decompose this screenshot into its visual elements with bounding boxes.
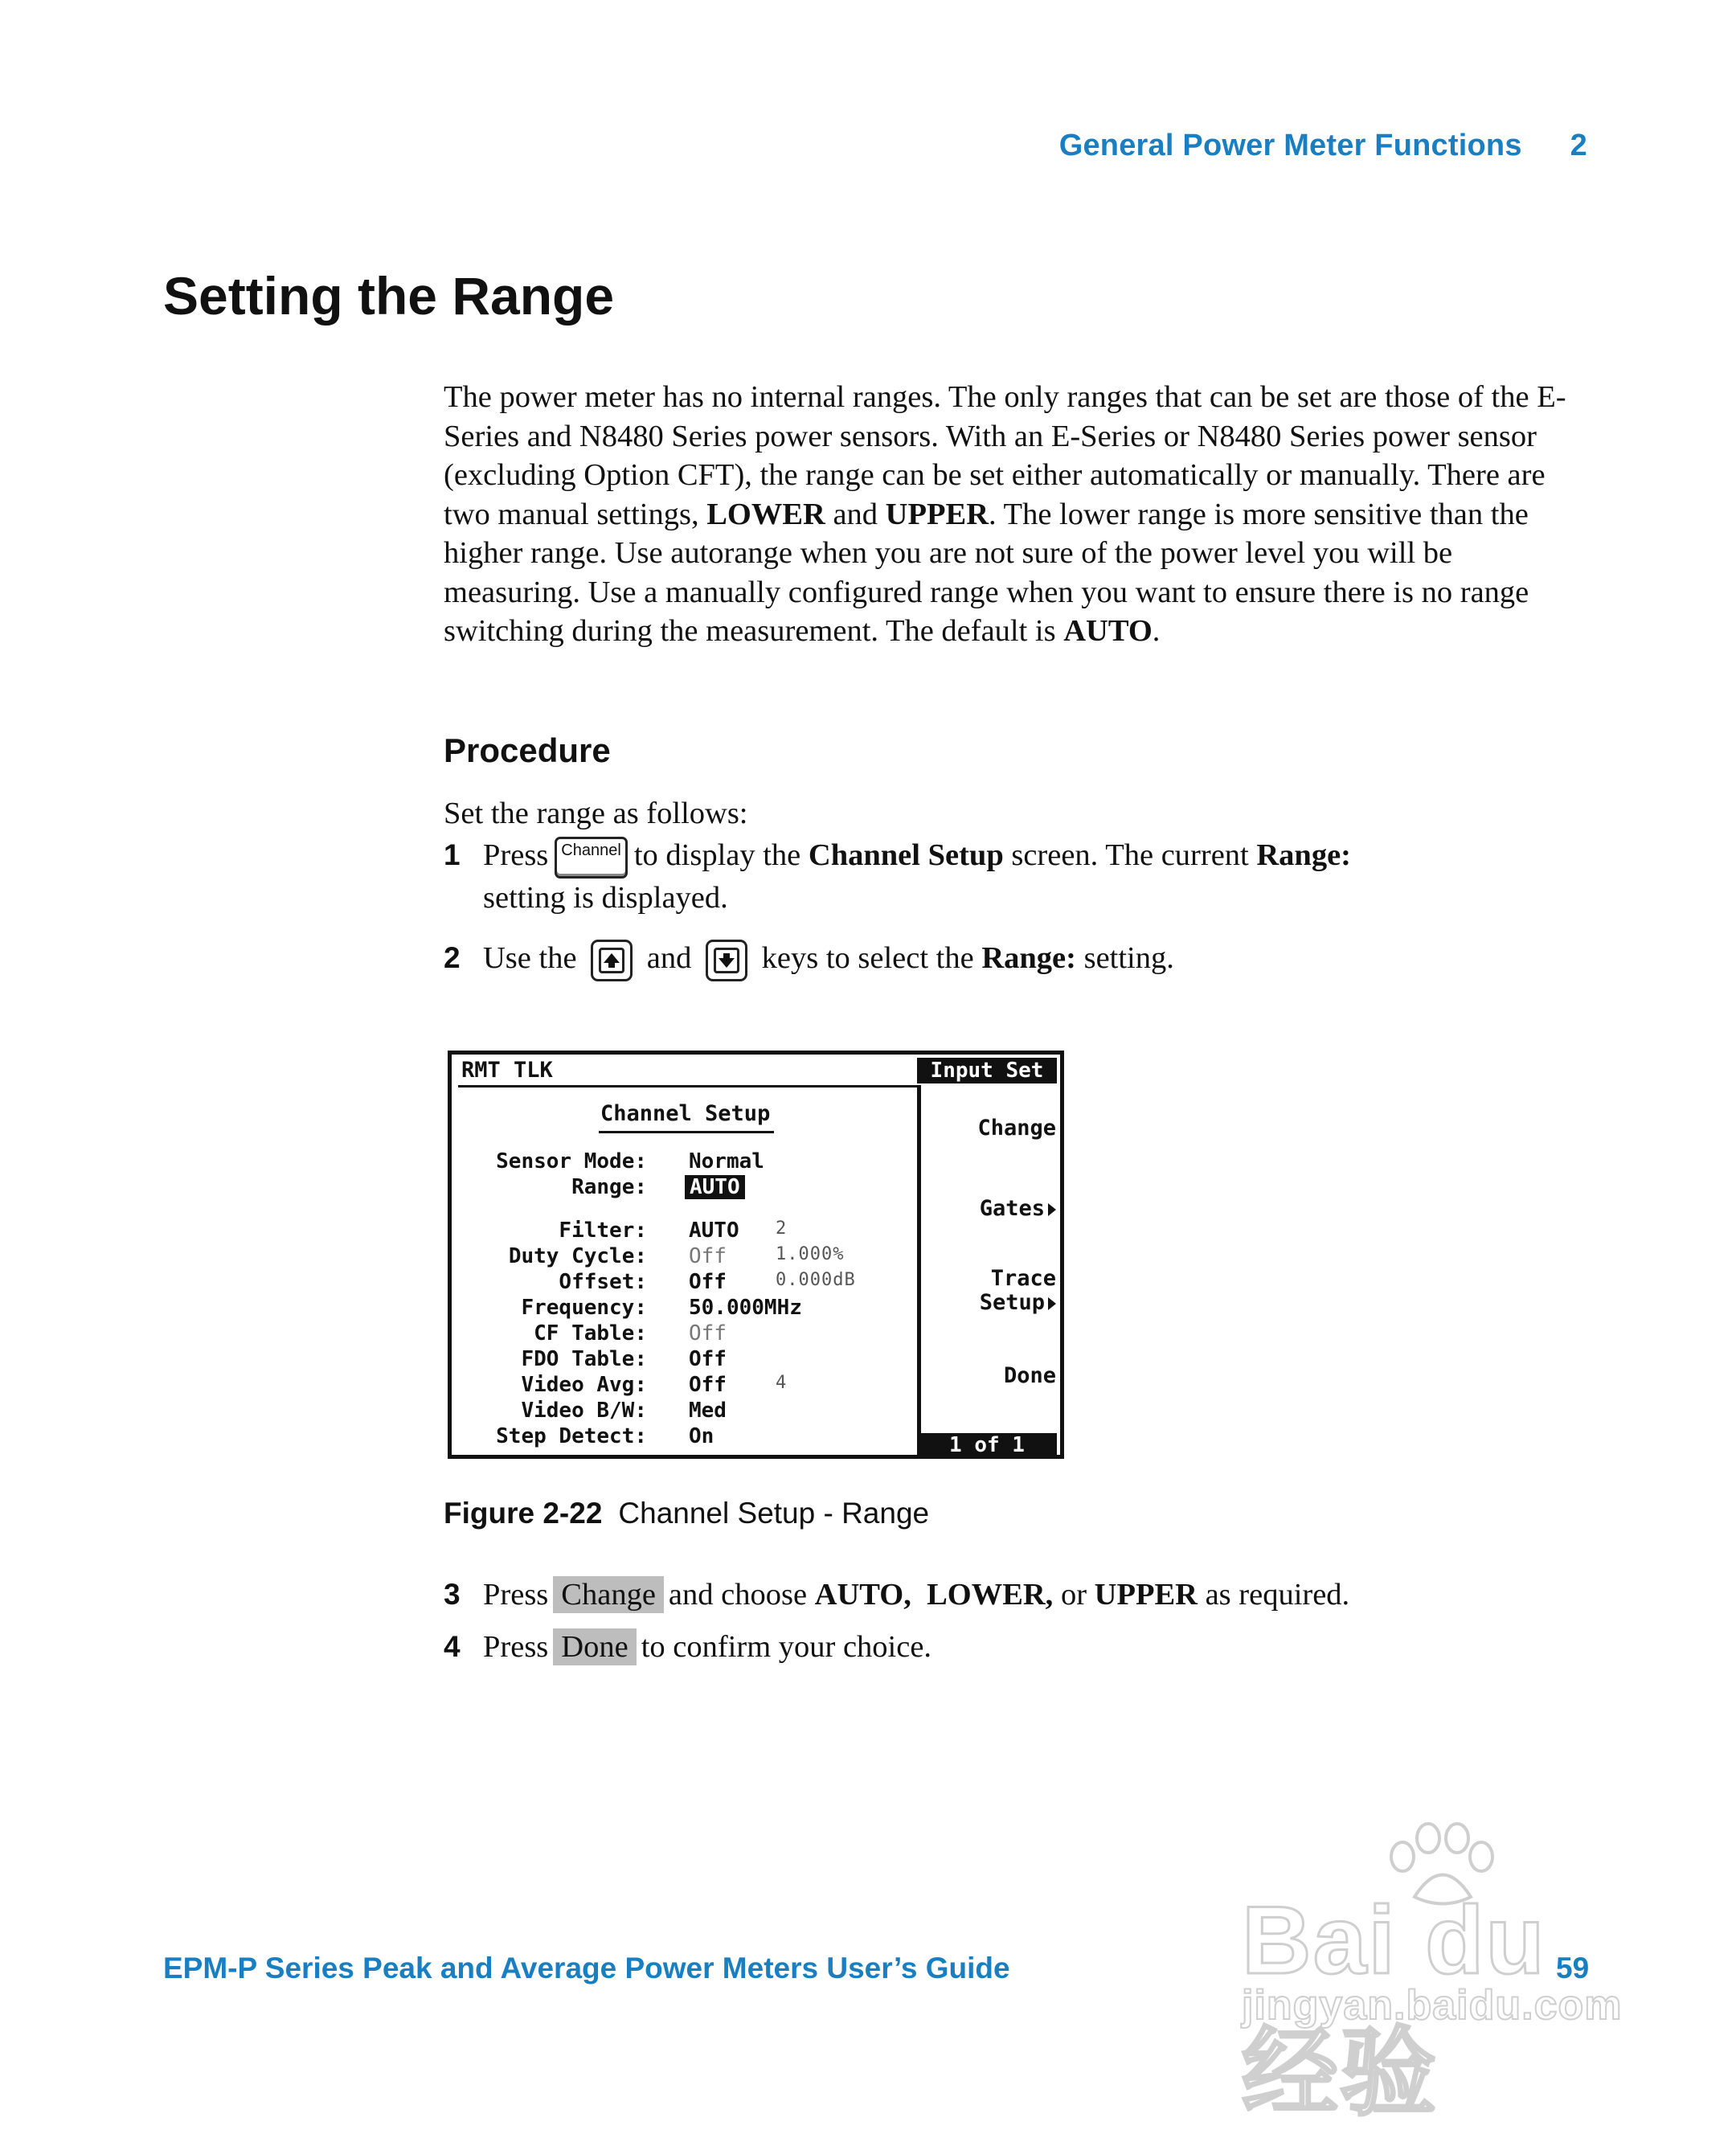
page-indicator: 1 of 1 bbox=[917, 1433, 1057, 1457]
figure-caption bbox=[444, 1497, 929, 1530]
submenu-arrow-icon bbox=[1048, 1297, 1056, 1310]
baidu-watermark bbox=[1242, 1821, 1660, 2127]
section-title: General Power Meter Functions bbox=[1058, 129, 1522, 162]
running-header bbox=[1059, 129, 1587, 163]
page-number: 59 bbox=[1556, 1952, 1590, 1984]
watermark-url: jingyan.baidu.com bbox=[1242, 1982, 1623, 2029]
channel-key-icon: Channel bbox=[555, 837, 628, 879]
intro-text-2: and bbox=[825, 497, 886, 531]
step-number: 2 bbox=[444, 941, 461, 974]
screen-title: Channel Setup bbox=[600, 1101, 771, 1126]
figure-number: Figure 2-22 bbox=[444, 1497, 603, 1530]
footer-title: EPM-P Series Peak and Average Power Meters User’s Guide bbox=[163, 1952, 1010, 1984]
procedure-heading: Procedure bbox=[444, 731, 611, 769]
softkey-trace-setup[interactable]: Trace Setup bbox=[979, 1266, 1056, 1315]
chapter-number: 2 bbox=[1570, 129, 1587, 162]
range-value-highlight: AUTO bbox=[685, 1175, 745, 1199]
up-arrow-key-icon bbox=[591, 940, 633, 981]
channel-setup-screen: RMT TLK Input Set Channel Setup Sensor Mode: Normal Range: AUTO Filter: AUTO 2 Duty Cycle: Off 1.000% Offset: Off 0.000dB Frequency: 50.000MHz CF Table: Off FDO Table: Off Video Avg: Off 4 Video B/W: Med Step Detect: On Change Gates Trace Setup Done 1 of 1 bbox=[448, 1051, 1064, 1459]
intro-paragraph bbox=[444, 378, 1593, 651]
intro-bold-upper: UPPER bbox=[885, 497, 989, 531]
softkey-done[interactable]: Done bbox=[1003, 1363, 1056, 1388]
softkey-divider bbox=[917, 1085, 921, 1449]
page-title: Setting the Range bbox=[163, 266, 615, 326]
figure-caption-text: Channel Setup - Range bbox=[618, 1497, 930, 1530]
title-underline bbox=[599, 1131, 774, 1133]
step-1: 1 Press Channel to display the Channel Setup screen. The current Range: setting is displayed. bbox=[444, 836, 1601, 918]
step-number: 3 bbox=[444, 1578, 461, 1611]
intro-text-1: The power meter has no internal ranges. The only ranges that can be set are those of the E-Series and N8480 Series power sensors. With an E-Series or N8480 Series power sensor (excluding Option CFT), the range can be set either automatically or manually. There are two manual settings, bbox=[444, 380, 1566, 531]
softkey-change[interactable]: Change bbox=[977, 1116, 1056, 1141]
step-4: 4 Press Done to confirm your choice. bbox=[444, 1628, 1601, 1667]
done-softkey-label: Done bbox=[553, 1628, 636, 1665]
intro-bold-auto: AUTO bbox=[1063, 614, 1153, 648]
down-arrow-key-icon bbox=[706, 940, 747, 981]
step-2: 2 Use the and keys to select the Range: setting. bbox=[444, 939, 1601, 981]
watermark-logo: Bai du 经验 bbox=[1242, 1886, 1546, 2127]
procedure-intro: Set the range as follows: bbox=[444, 797, 748, 830]
intro-text-4: . bbox=[1152, 614, 1161, 648]
menu-title: Input Set bbox=[917, 1058, 1057, 1083]
step-number: 4 bbox=[444, 1630, 461, 1663]
intro-text-3: . The lower range is more sensitive than the higher range. Use autorange when you are not sure of the power level you will be measuring. Use a manually configured range when you want to ensure there is no range switching during the measurement. The default is bbox=[444, 497, 1529, 648]
softkey-gates[interactable]: Gates bbox=[980, 1196, 1056, 1222]
intro-bold-lower: LOWER bbox=[706, 497, 825, 531]
step-3: 3 Press Change and choose AUTO, LOWER, or UPPER as required. bbox=[444, 1575, 1601, 1615]
status-indicator: RMT TLK bbox=[461, 1058, 553, 1083]
change-softkey-label: Change bbox=[553, 1576, 664, 1613]
step-number: 1 bbox=[444, 838, 461, 871]
submenu-arrow-icon bbox=[1048, 1203, 1056, 1216]
screen-divider bbox=[458, 1085, 918, 1087]
